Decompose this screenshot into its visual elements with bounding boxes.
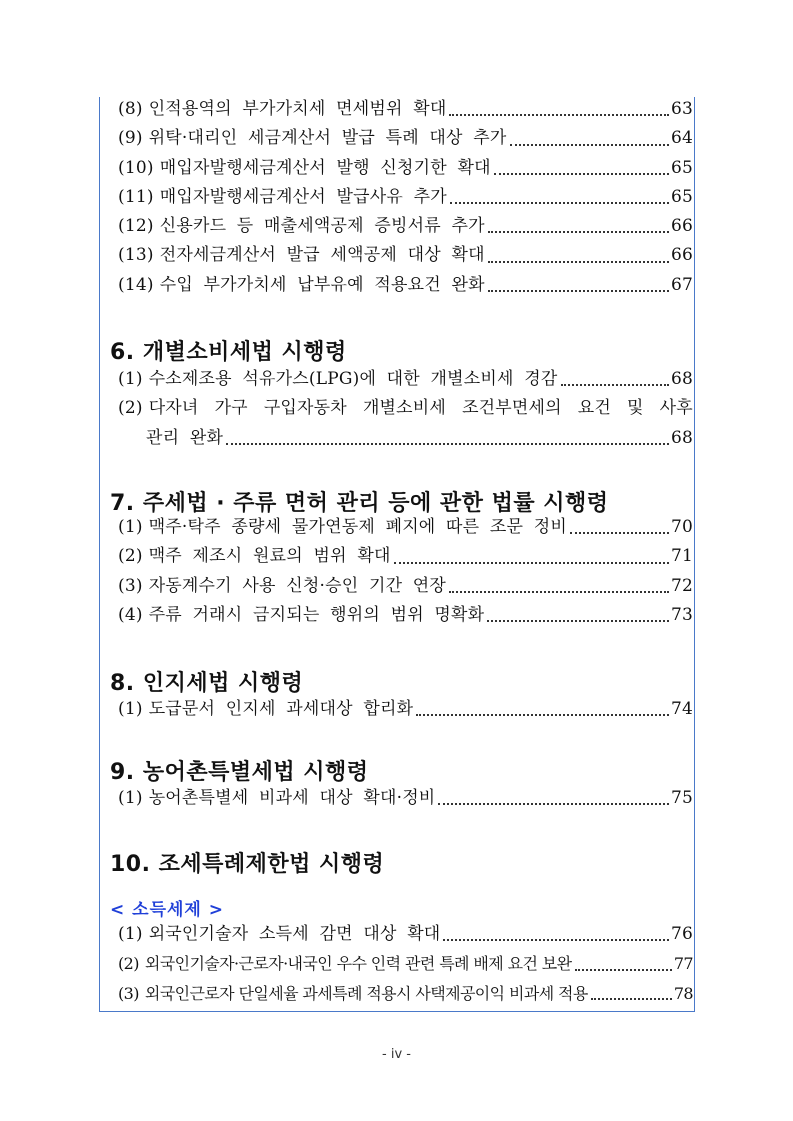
entry-page: 67 xyxy=(670,274,693,295)
entry-page: 73 xyxy=(670,604,693,625)
entry-number: (14) xyxy=(118,274,154,295)
section-7-title: 7. 주세법 · 주류 면허 관리 등에 관한 법률 시행령 xyxy=(110,491,609,516)
entry-page: 71 xyxy=(670,546,693,567)
toc-entry[interactable] xyxy=(118,979,693,1008)
toc-entry-line2[interactable]: 관리 완화 68 xyxy=(146,427,693,448)
entry-number: (3) xyxy=(118,575,143,596)
entry-page: 65 xyxy=(670,186,693,207)
entry-page: 66 xyxy=(670,245,693,266)
toc-entry[interactable]: (1) 수소제조용 석유가스(LPG)에 대한 개별소비세 경감 68 xyxy=(118,369,693,389)
entry-title: 맥주 제조시 원료의 범위 확대 xyxy=(148,546,391,567)
toc-block-section-6 xyxy=(118,365,693,453)
toc-entry[interactable] xyxy=(118,154,693,183)
leader-dots xyxy=(494,173,669,175)
leader-dots xyxy=(488,261,669,263)
toc-entry[interactable] xyxy=(118,183,693,212)
section-8-title: 8. 인지세법 시행령 xyxy=(110,671,304,696)
toc-entry[interactable] xyxy=(118,95,693,124)
entry-title: 매입자발행세금계산서 발행 신청기한 확대 xyxy=(159,157,491,178)
toc-entry-text: 다자녀 가구 구입자동차 개별소비세 조건부면세의 요건 및 사후 xyxy=(148,398,693,419)
leader-dots xyxy=(561,384,669,386)
toc-block-section-8 xyxy=(118,695,693,724)
entry-title: 외국인기술자 소득세 감면 대상 확대 xyxy=(148,924,441,944)
toc-block-vat xyxy=(118,95,693,300)
entry-title: 농어촌특별세 비과세 대상 확대·정비 xyxy=(148,788,436,808)
entry-number: (1) xyxy=(118,699,143,719)
entry-number: (4) xyxy=(118,604,143,625)
entry-page: 70 xyxy=(670,517,693,537)
entry-page: 78 xyxy=(673,983,693,1003)
toc-block-section-9 xyxy=(118,784,693,813)
entry-number: (8) xyxy=(118,99,143,119)
entry-number: (13) xyxy=(118,245,154,266)
entry-number: (11) xyxy=(118,186,154,207)
entry-page: 63 xyxy=(670,99,693,119)
toc-block-section-7 xyxy=(118,513,693,630)
leader-dots xyxy=(575,969,672,971)
leader-dots xyxy=(438,803,669,805)
section-9-title: 9. 농어촌특별세법 시행령 xyxy=(110,760,369,785)
entry-page: 75 xyxy=(670,788,693,808)
toc-entry[interactable] xyxy=(118,949,693,978)
entry-page: 64 xyxy=(670,128,693,149)
entry-number: (2) xyxy=(118,954,139,974)
toc-entry[interactable] xyxy=(118,542,693,571)
entry-number: (1) xyxy=(118,924,143,944)
entry-title: 외국인근로자 단일세율 과세특례 적용시 사택제공이익 비과세 적용 xyxy=(144,983,588,1003)
entry-title: 주류 거래시 금지되는 행위의 범위 명확화 xyxy=(148,604,485,625)
entry-page: 65 xyxy=(670,157,693,178)
section-6-title: 6. 개별소비세법 시행령 xyxy=(110,340,347,365)
entry-page: 66 xyxy=(670,216,693,237)
entry-page: 76 xyxy=(670,924,693,944)
entry-number: (12) xyxy=(118,216,154,237)
leader-dots xyxy=(416,714,669,716)
entry-page: 72 xyxy=(670,575,693,596)
leader-dots xyxy=(450,202,669,204)
entry-number: (10) xyxy=(118,157,154,178)
entry-title: 매입자발행세금계산서 발급사유 추가 xyxy=(159,186,447,207)
leader-dots xyxy=(394,562,669,564)
entry-number: (1) xyxy=(118,517,143,537)
toc-entry-line1[interactable]: (2) 다자녀 가구 구입자동차 개별소비세 조건부면세의 요건 및 사후 xyxy=(118,394,693,423)
entry-title: 도급문서 인지세 과세대상 합리화 xyxy=(148,699,414,719)
entry-page: 77 xyxy=(673,954,693,974)
toc-entry[interactable] xyxy=(118,572,693,601)
leader-dots xyxy=(591,998,672,1000)
entry-number: (3) xyxy=(118,983,139,1003)
leader-dots xyxy=(449,114,669,116)
leader-dots xyxy=(570,532,669,534)
leader-dots xyxy=(510,144,669,146)
toc-entry[interactable] xyxy=(118,601,693,630)
toc-entry[interactable] xyxy=(118,124,693,153)
leader-dots xyxy=(488,231,669,233)
toc-entry[interactable] xyxy=(118,784,693,813)
toc-entry[interactable] xyxy=(118,212,693,241)
toc-entry[interactable] xyxy=(118,920,693,949)
toc-entry[interactable] xyxy=(118,241,693,270)
entry-title: 자동계수기 사용 신청·승인 기간 연장 xyxy=(148,575,447,596)
entry-number: (1) xyxy=(118,788,143,808)
entry-title: 위탁·대리인 세금계산서 발급 특례 대상 추가 xyxy=(148,128,507,149)
toc-entry[interactable] xyxy=(118,695,693,724)
entry-title: 외국인기술자·근로자·내국인 우수 인력 관련 특례 배제 요건 보완 xyxy=(144,954,572,974)
leader-dots xyxy=(449,591,669,593)
entry-number: (2) xyxy=(118,546,143,567)
page-number: - iv - xyxy=(382,1047,411,1062)
entry-number: (9) xyxy=(118,128,143,149)
toc-entry[interactable] xyxy=(118,513,693,542)
entry-title: 맥주·탁주 종량세 물가연동제 폐지에 따른 조문 정비 xyxy=(148,517,567,537)
section-10-subtitle: < 소득세제 > xyxy=(110,900,225,920)
section-10-title: 10. 조세특례제한법 시행령 xyxy=(110,852,385,877)
entry-page: 74 xyxy=(670,699,693,719)
toc-block-section-10 xyxy=(118,920,693,1008)
leader-dots xyxy=(487,620,669,622)
leader-dots xyxy=(488,290,669,292)
toc-entry[interactable] xyxy=(118,271,693,300)
entry-title: 인적용역의 부가가치세 면세범위 확대 xyxy=(148,99,447,119)
entry-title: 전자세금계산서 발급 세액공제 대상 확대 xyxy=(159,245,485,266)
leader-dots xyxy=(226,443,669,445)
entry-title: 수입 부가가치세 납부유예 적용요건 완화 xyxy=(159,274,485,295)
entry-title: 신용카드 등 매출세액공제 증빙서류 추가 xyxy=(159,216,485,237)
leader-dots xyxy=(443,939,669,941)
